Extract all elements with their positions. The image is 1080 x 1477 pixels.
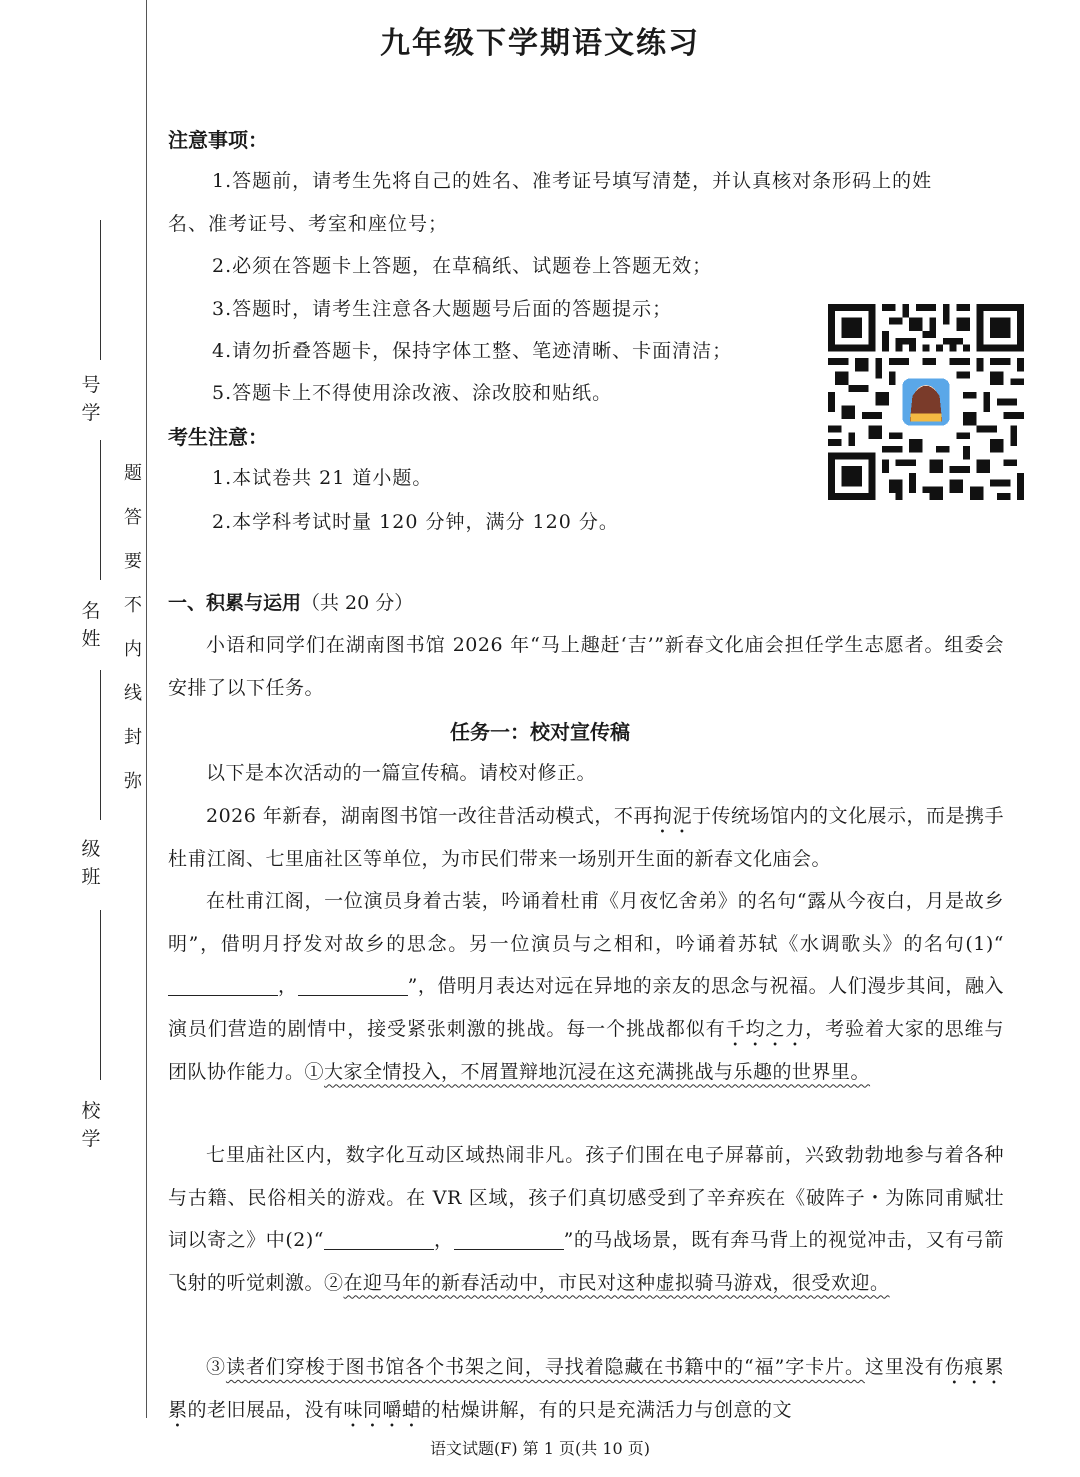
name-fill-line (100, 440, 101, 580)
p1-dotted-word: 拘泥 (652, 805, 692, 827)
name-char-1: 名 (81, 600, 101, 622)
p2-text-b: ”，借明月表达对远在异地的亲友的思念与祝福。人们漫步其间，融入演员们营造的剧情中，接受紧张刺激的挑战。每一个挑战都似有 (168, 975, 1004, 1040)
p3-separator: ， (433, 1229, 454, 1251)
seal-char: 封 (124, 727, 142, 748)
seal-char: 答 (124, 507, 142, 528)
notice-item: 5.答题卡上不得使用涂改液、涂改胶和贴纸。 (212, 382, 613, 404)
school-char-2: 学 (81, 1128, 101, 1150)
p4-dotted-word-2: 味同嚼蜡 (343, 1399, 422, 1421)
p2-separator: ， (278, 975, 298, 997)
seal-char: 内 (124, 639, 142, 660)
paragraph-3 (168, 1134, 1004, 1304)
class-label (78, 836, 104, 888)
candidate-notice-item: 1.本试卷共 21 道小题。 (212, 467, 433, 489)
class-char-2: 班 (81, 866, 101, 888)
p1-text-a: 2026 年新春，湖南图书馆一改往昔活动模式，不再 (206, 805, 653, 827)
page-title: 九年级下学期语文练习 (380, 26, 700, 61)
school-label (78, 1098, 104, 1150)
p2-wavy-sentence: 大家全情投入，不屑置辩地沉浸在这充满挑战与乐趣的世界里。 (324, 1060, 871, 1083)
notice-item: 3.答题时，请考生注意各大题题号后面的答题提示； (212, 298, 673, 320)
p4-text-a: 这里没有 (864, 1356, 945, 1378)
blank-2b[interactable] (454, 1227, 564, 1250)
name-label (78, 598, 104, 650)
section-title (168, 588, 413, 615)
class-fill-line (100, 670, 101, 820)
candidate-notice-item: 2.本学科考试时量 120 分钟，满分 120 分。 (212, 511, 619, 533)
seal-char: 要 (124, 551, 142, 572)
paragraph-4 (168, 1346, 1004, 1431)
p2-marker: ① (304, 1060, 325, 1083)
notice-item: 名、准考证号、考室和座位号； (168, 213, 449, 235)
seal-char: 线 (124, 683, 142, 704)
paragraph-2 (168, 880, 1004, 1093)
student-id-char-2: 学 (81, 402, 101, 424)
page-footer: 语文试题(F) 第 1 页(共 10 页) (429, 1439, 651, 1458)
p4-text-c: 的枯燥讲解，有的只是充满活力与创意的文 (421, 1399, 793, 1421)
school-char-1: 校 (81, 1100, 101, 1122)
student-id-fill-line (100, 220, 101, 360)
seal-notice (120, 452, 146, 804)
paragraph-1 (168, 795, 1004, 881)
p4-wavy-sentence: 读者们穿梭于图书馆各个书架之间，寻找着隐藏在书籍中的“福”字卡片。 (225, 1356, 865, 1378)
blank-1b[interactable] (298, 973, 408, 996)
p2-dotted-word: 千均之力 (725, 1017, 806, 1040)
section-title-text: 一、积累与运用 (168, 592, 302, 614)
blank-2a[interactable] (324, 1227, 434, 1250)
p2-text-c: ，考验着大家的思维与团队协作能力。 (168, 1017, 1004, 1083)
qr-code (828, 304, 1024, 500)
name-char-2: 姓 (81, 628, 101, 650)
p3-marker: ② (324, 1271, 344, 1294)
p2-text-a: 在杜甫江阁，一位演员身着古装，吟诵着杜甫《月夜忆舍弟》的名句“露从今夜白，月是故乡明”，借明月抒发对故乡的思念。另一位演员与之相和，吟诵着苏轼《水调歌头》的名句(1)“ (168, 890, 1004, 955)
p3-wavy-sentence: 在迎马年的新春活动中，市民对这种虚拟骑马游戏，很受欢迎。 (343, 1271, 890, 1294)
p3-text-a: 七里庙社区内，数字化互动区域热闹非凡。孩子们围在电子屏幕前，兴致勃勃地参与着各种与古籍、民俗相关的游戏。在 VR 区域，孩子们真切感受到了辛弃疾在《破阵子・为陈同甫赋壮词以寄之》中(2)“ (168, 1144, 1004, 1251)
binding-margin-line (146, 0, 147, 1418)
blank-1a[interactable] (168, 973, 278, 996)
p4-dotted-word-1: 伤痕累累 (168, 1356, 1004, 1421)
candidate-notice-heading: 考生注意： (168, 425, 268, 449)
student-id-char-1: 号 (81, 374, 101, 396)
p1-text-b: 于传统场馆内的文化展示，而是携手杜甫江阁、七里庙社区等单位，为市民们带来一场别开生面的新春文化庙会。 (168, 805, 1004, 870)
notice-item: 2.必须在答题卡上答题，在草稿纸、试题卷上答题无效； (212, 255, 713, 277)
seal-char: 题 (124, 463, 142, 484)
school-fill-line (100, 910, 101, 1080)
notice-heading: 注意事项： (168, 128, 268, 152)
class-char-1: 级 (81, 838, 101, 860)
section-score: （共 20 分） (301, 592, 414, 614)
p4-text-b: 的老旧展品，没有 (187, 1399, 344, 1421)
notice-item: 1.答题前，请考生先将自己的姓名、准考证号填写清楚，并认真核对条形码上的姓 (212, 170, 933, 192)
task1-intro: 以下是本次活动的一篇宣传稿。请校对修正。 (206, 762, 597, 784)
notice-item: 4.请勿折叠答题卡，保持字体工整、笔迹清晰、卡面清洁； (212, 340, 733, 362)
seal-char: 不 (124, 595, 142, 616)
p4-marker: ③ (206, 1356, 226, 1378)
student-id-label (78, 372, 104, 424)
p3-text-b: ”的马战场景，既有奔马背上的视觉冲击，又有弓箭飞射的听觉刺激。 (168, 1229, 1004, 1294)
seal-char: 弥 (124, 771, 142, 792)
section-intro: 小语和同学们在湖南图书馆 2026 年“马上趣赶‘吉’”新春文化庙会担任学生志愿者。组委会安排了以下任务。 (168, 634, 1004, 699)
task1-title: 任务一：校对宣传稿 (450, 720, 630, 744)
